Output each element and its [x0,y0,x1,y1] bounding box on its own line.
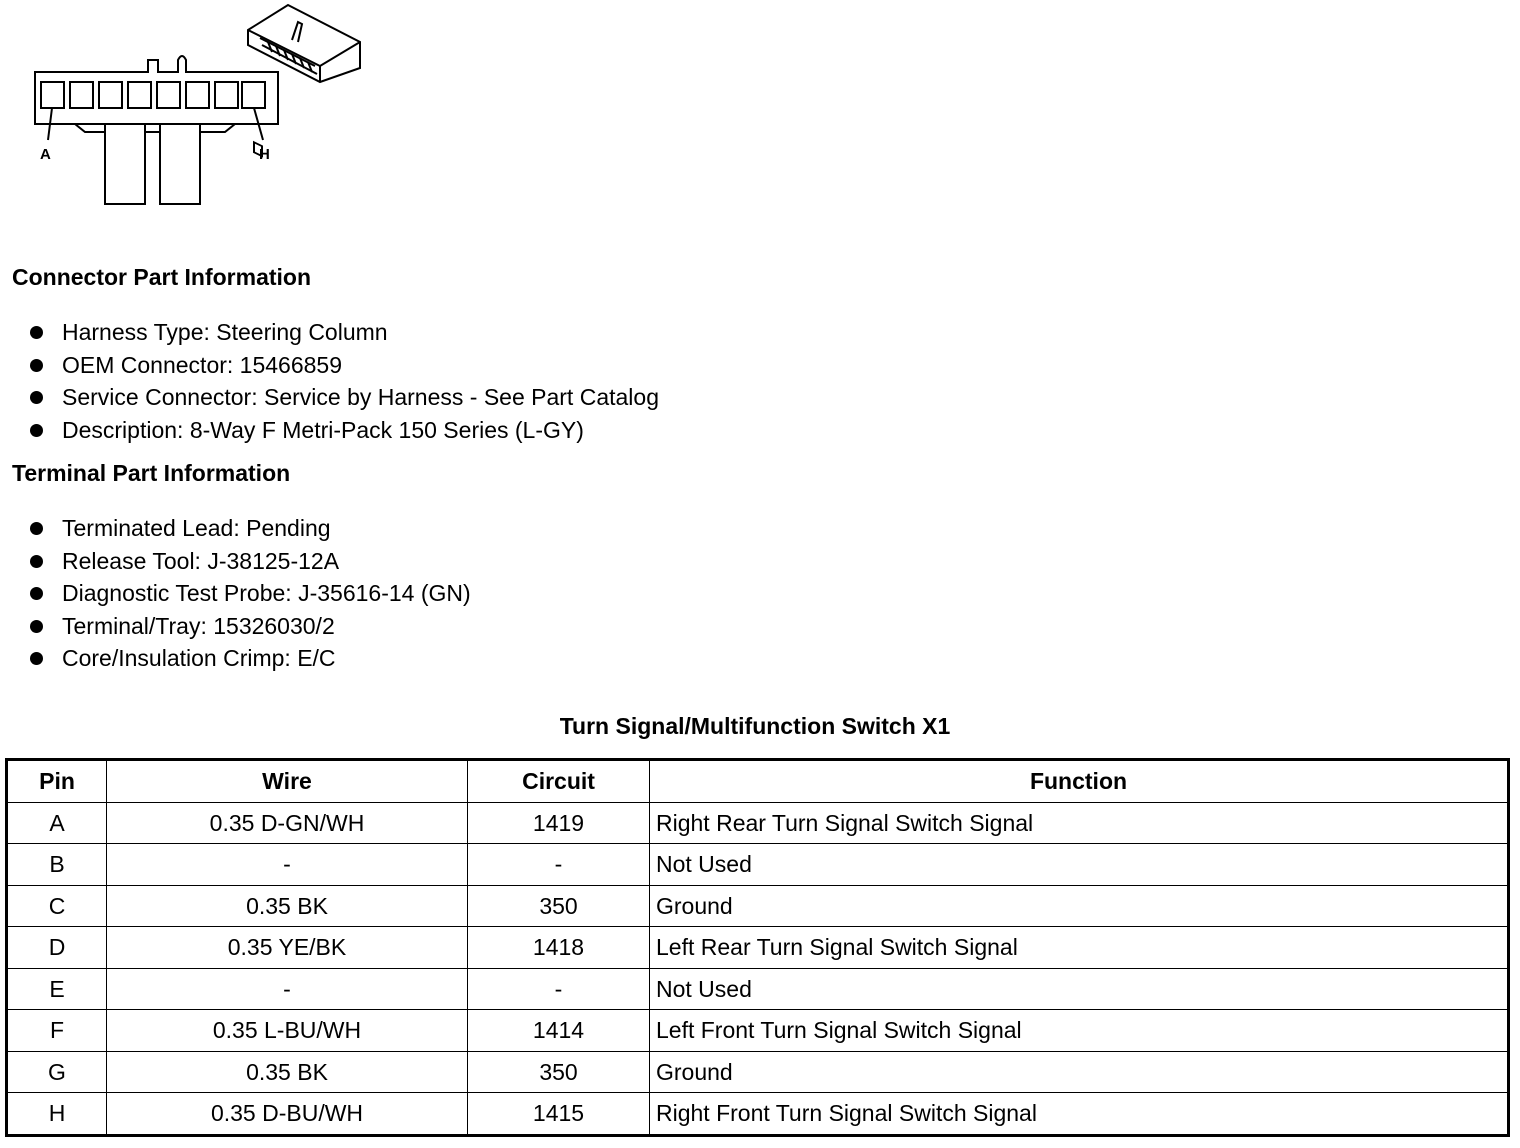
connector-part-list [28,316,659,446]
cell-circuit: - [468,844,650,886]
table-row [7,927,1509,969]
list-item: OEM Connector: 15466859 [28,349,659,382]
cell-function: Not Used [650,844,1509,886]
cell-wire: 0.35 D-BU/WH [107,1093,468,1136]
cell-function: Ground [650,1051,1509,1093]
header-circuit: Circuit [468,760,650,803]
table-row [7,885,1509,927]
list-item: Harness Type: Steering Column [28,316,659,349]
pin-table [5,758,1510,1137]
table-row [7,844,1509,886]
cell-function: Ground [650,885,1509,927]
cell-circuit: 1415 [468,1093,650,1136]
cell-circuit: 1414 [468,1010,650,1052]
list-item: Diagnostic Test Probe: J-35616-14 (GN) [28,577,471,610]
connector-part-heading: Connector Part Information [12,264,312,290]
table-row [7,802,1509,844]
table-title: Turn Signal/Multifunction Switch X1 [559,713,951,739]
cell-circuit: 1419 [468,802,650,844]
list-item: Terminated Lead: Pending [28,512,471,545]
cell-pin: E [7,968,107,1010]
cell-pin: H [7,1093,107,1136]
cell-circuit: - [468,968,650,1010]
cell-pin: C [7,885,107,927]
cell-pin: D [7,927,107,969]
cell-pin: F [7,1010,107,1052]
cell-wire: - [107,844,468,886]
connector-diagram [30,0,370,215]
cell-pin: B [7,844,107,886]
terminal-part-heading: Terminal Part Information [12,460,291,486]
cell-wire: 0.35 YE/BK [107,927,468,969]
header-wire: Wire [107,760,468,803]
table-row [7,1010,1509,1052]
table-row [7,1093,1509,1136]
header-pin: Pin [7,760,107,803]
cell-pin: A [7,802,107,844]
list-item: Service Connector: Service by Harness - See Part Catalog [28,381,659,414]
cell-wire: 0.35 BK [107,885,468,927]
pin-label-a: A [40,146,51,163]
connector-face-diagram-icon [30,0,370,215]
header-function: Function [650,760,1509,803]
list-item: Terminal/Tray: 15326030/2 [28,610,471,643]
cell-function: Not Used [650,968,1509,1010]
cell-wire: 0.35 L-BU/WH [107,1010,468,1052]
cell-wire: 0.35 BK [107,1051,468,1093]
table-row [7,968,1509,1010]
cell-circuit: 1418 [468,927,650,969]
cell-function: Left Rear Turn Signal Switch Signal [650,927,1509,969]
cell-function: Left Front Turn Signal Switch Signal [650,1010,1509,1052]
cell-function: Right Front Turn Signal Switch Signal [650,1093,1509,1136]
list-item: Description: 8-Way F Metri-Pack 150 Series (L-GY) [28,414,659,447]
cell-circuit: 350 [468,1051,650,1093]
cell-wire: - [107,968,468,1010]
cell-wire: 0.35 D-GN/WH [107,802,468,844]
table-row [7,1051,1509,1093]
terminal-part-list [28,512,471,675]
table-header-row [7,760,1509,803]
pin-label-h: H [259,146,270,163]
list-item: Release Tool: J-38125-12A [28,545,471,578]
cell-function: Right Rear Turn Signal Switch Signal [650,802,1509,844]
cell-circuit: 350 [468,885,650,927]
cell-pin: G [7,1051,107,1093]
list-item: Core/Insulation Crimp: E/C [28,642,471,675]
